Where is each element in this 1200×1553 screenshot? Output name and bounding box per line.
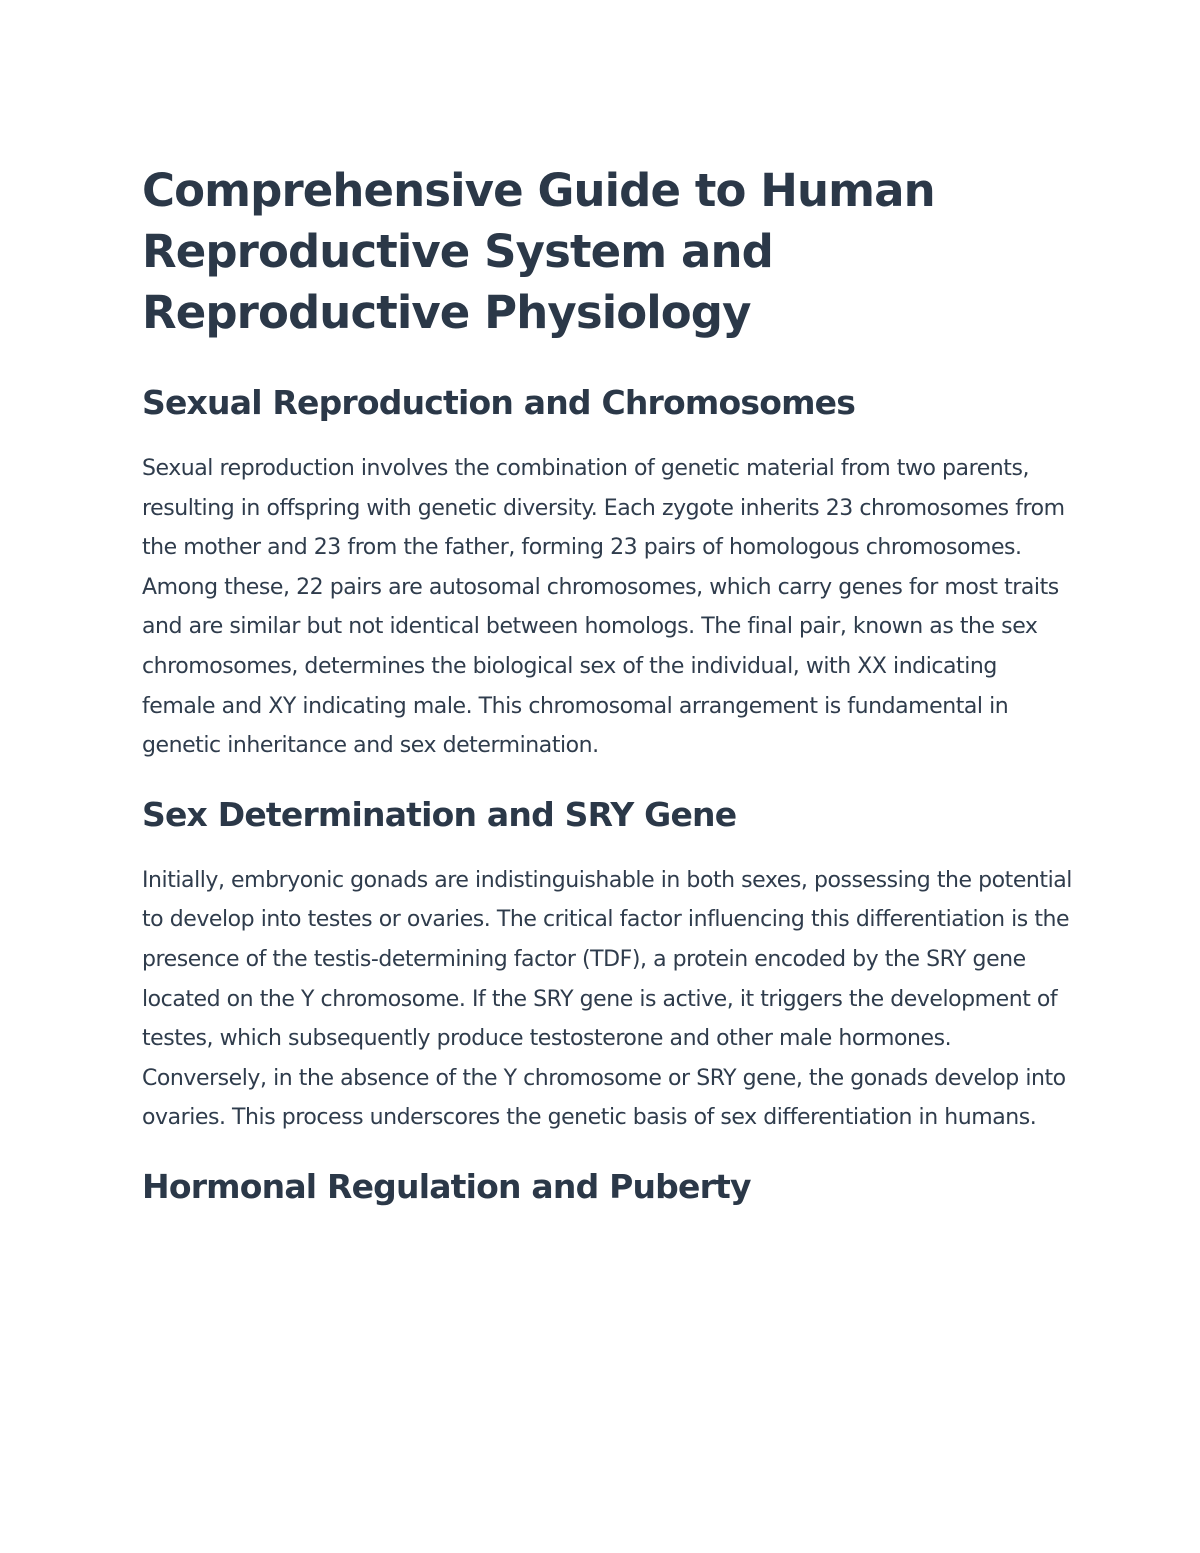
section-paragraph: Sexual reproduction involves the combination of genetic material from two parents, resulting in offspring with genetic diversity. Each zygote inherits 23 chromosomes from the mother and 23 from the father, forming 23 pairs of homologous chromosomes. Among these, 22 pairs are autosomal chromosomes, which carry genes for most traits and are similar but not identical between homologs. The final pair, known as the sex chromosomes, determines the biological sex of the individual, with XX indicating female and XY indicating male. This chromosomal arrangement is fundamental in genetic inheritance and sex determination. bbox=[142, 456, 1065, 759]
document-page bbox=[142, 160, 1072, 1233]
section-sex-determination bbox=[142, 793, 1072, 1138]
section-paragraph: Initially, embryonic gonads are indistinguishable in both sexes, possessing the potential to develop into testes or ovaries. The critical factor influencing this differentiation is the presence of the testis-determining factor (TDF), a protein encoded by the SRY gene located on the Y chromosome. If the SRY gene is active, it triggers the development of testes, which subsequently produce testosterone and other male hormones. Conversely, in the absence of the Y chromosome or SRY gene, the gonads develop into ovaries. This process underscores the genetic basis of sex differentiation in humans. bbox=[142, 867, 1072, 1131]
section-heading: Sex Determination and SRY Gene bbox=[142, 794, 737, 834]
section-hormonal-regulation bbox=[142, 1165, 1072, 1209]
section-heading: Sexual Reproduction and Chromosomes bbox=[142, 383, 856, 422]
document-title: Comprehensive Guide to Human Reproductive System and Reproductive Physiology bbox=[142, 164, 935, 339]
section-heading: Hormonal Regulation and Puberty bbox=[142, 1166, 751, 1206]
section-sexual-reproduction bbox=[142, 381, 1072, 766]
